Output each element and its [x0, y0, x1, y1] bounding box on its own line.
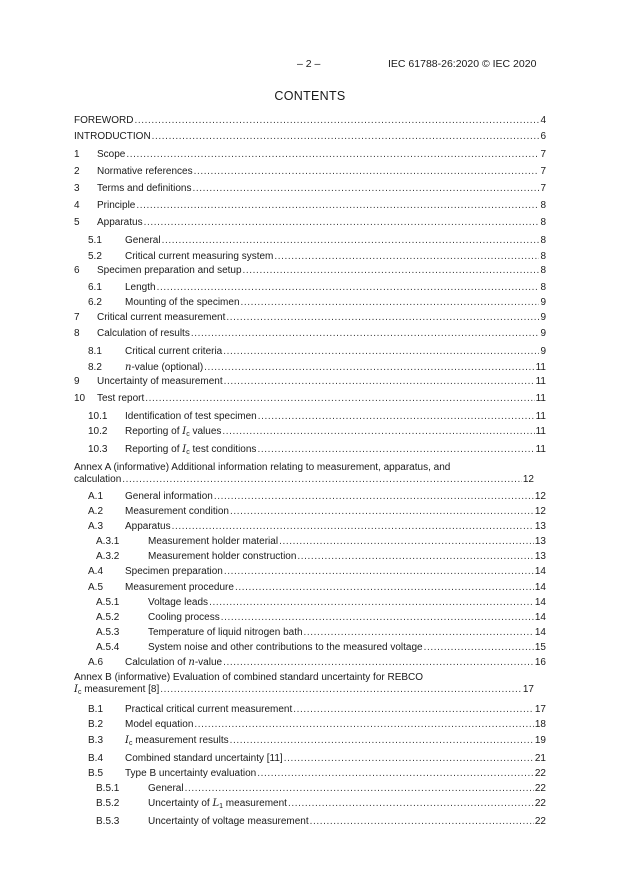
toc-math-subscript: c	[77, 689, 82, 696]
toc-leader-dots	[257, 768, 534, 780]
toc-entry-label: Apparatus	[97, 217, 143, 228]
toc-leader-dots	[243, 265, 540, 277]
toc-entry	[88, 657, 546, 669]
toc-page-number: 14	[534, 566, 546, 577]
toc-entry-number: A.5	[88, 582, 104, 593]
toc-entry-number: A.2	[88, 506, 104, 517]
toc-page-number: 14	[534, 627, 546, 638]
toc-entry	[88, 491, 546, 503]
toc-label-text: Reporting of	[125, 444, 183, 455]
toc-entry	[74, 183, 546, 195]
toc-entry	[96, 816, 546, 828]
toc-label-text: Calculation of	[125, 657, 189, 668]
toc-entry-label	[125, 444, 256, 459]
toc-page-number: 15	[534, 642, 546, 653]
toc-entry-label: Critical current measuring system	[125, 251, 274, 262]
toc-entry	[96, 642, 546, 654]
toc-entry-label: Measurement procedure	[125, 582, 234, 593]
toc-entry-label: Apparatus	[125, 521, 171, 532]
toc-leader-dots	[223, 346, 539, 358]
toc-entry	[88, 704, 546, 716]
toc-page-number: 17	[522, 684, 534, 695]
toc-leader-dots	[241, 297, 540, 309]
toc-entry-label: Measurement condition	[125, 506, 229, 517]
toc-entry-label: Uncertainty of voltage measurement	[148, 816, 309, 827]
toc-page-number: 8	[540, 200, 546, 211]
toc-entry-number: 5.1	[88, 235, 102, 246]
toc-leader-dots	[226, 312, 539, 324]
toc-entry-number: 10.1	[88, 411, 108, 422]
toc-entry-number: A.6	[88, 657, 104, 668]
toc-entry-label: General	[125, 235, 161, 246]
toc-page-number: 22	[534, 783, 546, 794]
toc-entry-number: 10	[74, 393, 86, 404]
toc-math-subscript: c	[128, 740, 133, 747]
toc-page-number: 14	[534, 582, 546, 593]
toc-entry-number: B.5	[88, 768, 104, 779]
toc-entry	[88, 411, 546, 423]
toc-label-text: test conditions	[189, 444, 257, 455]
toc-math-symbol: I	[182, 426, 187, 437]
toc-entry-number: 2	[74, 166, 80, 177]
toc-leader-dots	[126, 149, 539, 161]
toc-entry-label: Voltage leads	[148, 597, 209, 608]
toc-entry-label	[74, 684, 159, 699]
toc-entry-number: B.2	[88, 719, 104, 730]
toc-entry	[96, 597, 546, 609]
toc-page-number: 11	[535, 411, 546, 422]
toc-entry-number: 10.3	[88, 444, 108, 455]
toc-entry-number: A.5.2	[96, 612, 120, 623]
toc-page-number: 9	[540, 328, 546, 339]
toc-entry-number: A.5.3	[96, 627, 120, 638]
toc-entry-label: Identification of test specimen	[125, 411, 257, 422]
toc-entry	[74, 115, 546, 127]
toc-page-number: 13	[534, 551, 546, 562]
toc-leader-dots	[134, 115, 539, 127]
toc-entry	[88, 282, 546, 294]
toc-entry	[74, 328, 546, 340]
toc-leader-dots	[284, 753, 534, 765]
toc-leader-dots	[293, 704, 534, 716]
toc-entry-label	[148, 798, 287, 813]
toc-page-number: 22	[534, 816, 546, 827]
toc-page-number: 9	[540, 346, 546, 357]
toc-label-text: -value	[194, 657, 223, 668]
toc-entry-annex: Annex B (informative) Evaluation of combined standard uncertainty for REBCO	[74, 672, 424, 683]
toc-page-number: 7	[540, 149, 546, 160]
toc-entry	[88, 362, 546, 374]
toc-entry-number: A.1	[88, 491, 104, 502]
toc-page-number: 17	[534, 704, 546, 715]
toc-entry	[74, 265, 546, 277]
toc-entry	[88, 235, 546, 247]
toc-label-text: measurement results	[132, 735, 229, 746]
toc-entry	[74, 684, 534, 699]
toc-entry	[88, 506, 546, 518]
toc-entry-label: Principle	[97, 200, 136, 211]
toc-math-symbol: I	[182, 444, 187, 455]
toc-label-text: calculation	[74, 474, 122, 485]
toc-leader-dots	[209, 597, 534, 609]
toc-leader-dots	[194, 719, 533, 731]
toc-leader-dots	[274, 251, 539, 263]
toc-entry	[96, 627, 546, 639]
toc-entry-label: Model equation	[125, 719, 194, 730]
toc-entry-label: Uncertainty of measurement	[97, 376, 223, 387]
toc-entry-label: General	[148, 783, 184, 794]
toc-entry-label	[74, 474, 121, 486]
toc-leader-dots	[152, 131, 540, 143]
toc-page-number: 8	[540, 265, 546, 276]
toc-entry-number: A.5.4	[96, 642, 120, 653]
toc-entry-number: B.5.1	[96, 783, 120, 794]
toc-page-number: 12	[534, 491, 546, 502]
toc-entry-label: Measurement holder material	[148, 536, 279, 547]
header-standard-reference: IEC 61788-26:2020 © IEC 2020	[388, 58, 537, 70]
toc-page-number: 9	[540, 297, 546, 308]
toc-entry	[88, 735, 546, 750]
toc-entry-label: Normative references	[97, 166, 193, 177]
toc-entry-annex: Annex A (informative) Additional information relating to measurement, apparatus, and	[74, 462, 451, 473]
toc-entry-label: FOREWORD	[74, 115, 134, 126]
toc-entry	[96, 536, 546, 548]
toc-leader-dots	[223, 657, 534, 669]
toc-entry-label: Temperature of liquid nitrogen bath	[148, 627, 303, 638]
toc-entry-label	[125, 426, 221, 441]
toc-page-number: 14	[534, 597, 546, 608]
toc-page-number: 8	[540, 235, 546, 246]
toc-page-number: 18	[534, 719, 546, 730]
header-page-number: – 2 –	[297, 58, 321, 70]
toc-leader-dots	[279, 536, 534, 548]
toc-entry-label: Combined standard uncertainty [11]	[125, 753, 283, 764]
toc-leader-dots	[235, 582, 534, 594]
toc-entry	[88, 426, 546, 441]
toc-leader-dots	[258, 411, 535, 423]
toc-label-text: -value (optional)	[131, 362, 204, 373]
toc-entry-number: 1	[74, 149, 80, 160]
toc-leader-dots	[304, 627, 534, 639]
toc-entry-number: A.3.2	[96, 551, 120, 562]
toc-entry	[74, 312, 546, 324]
toc-leader-dots	[160, 684, 522, 696]
toc-entry-number: 5.2	[88, 251, 102, 262]
toc-leader-dots	[288, 798, 534, 810]
toc-math-symbol: I	[125, 735, 129, 746]
toc-entry-label: Mounting of the specimen	[125, 297, 240, 308]
toc-leader-dots	[257, 444, 534, 456]
toc-page-number: 7	[540, 166, 546, 177]
toc-entry-number: 10.2	[88, 426, 108, 437]
toc-entry-number: 9	[74, 376, 80, 387]
toc-leader-dots	[136, 200, 539, 212]
toc-page-number: 16	[534, 657, 546, 668]
toc-page-number: 22	[534, 768, 546, 779]
toc-entry-number: B.3	[88, 735, 104, 746]
toc-entry-number: 8	[74, 328, 80, 339]
toc-page-number: 8	[540, 217, 546, 228]
toc-entry-label: System noise and other contributions to the measured voltage	[148, 642, 423, 653]
toc-page-number: 11	[535, 426, 546, 437]
toc-entry	[96, 798, 546, 813]
toc-entry-number: A.3	[88, 521, 104, 532]
toc-page-number: 11	[535, 393, 546, 404]
toc-label-text: Uncertainty of	[148, 798, 213, 809]
toc-math-symbol: n	[188, 657, 195, 668]
page-title: CONTENTS	[274, 89, 346, 103]
toc-entry-label	[125, 657, 222, 669]
toc-page-number: 12	[522, 474, 534, 485]
toc-page-number: 12	[534, 506, 546, 517]
toc-entry	[74, 376, 546, 388]
toc-leader-dots	[214, 491, 534, 503]
toc-entry	[88, 768, 546, 780]
toc-entry-number: B.4	[88, 753, 104, 764]
toc-entry-number: A.3.1	[96, 536, 120, 547]
toc-entry-label: Specimen preparation and setup	[97, 265, 242, 276]
toc-math-subscript: c	[186, 431, 190, 438]
toc-leader-dots	[297, 551, 533, 563]
toc-entry-number: 6.1	[88, 282, 102, 293]
toc-entry	[74, 393, 546, 405]
toc-entry-number: B.5.3	[96, 816, 120, 827]
toc-entry	[88, 719, 546, 731]
toc-leader-dots	[424, 642, 534, 654]
toc-page-number: 14	[534, 612, 546, 623]
toc-entry-label: Terms and definitions	[97, 183, 192, 194]
toc-entry-number: B.1	[88, 704, 104, 715]
toc-entry-label: Scope	[97, 149, 126, 160]
toc-entry-number: 8.2	[88, 362, 102, 373]
toc-label-text: measurement	[223, 798, 287, 809]
toc-page-number: 22	[534, 798, 546, 809]
toc-page-number: 21	[534, 753, 546, 764]
toc-page-number: 9	[540, 312, 546, 323]
toc-entry-label	[125, 735, 229, 750]
toc-entry-label: INTRODUCTION	[74, 131, 151, 142]
toc-leader-dots	[172, 521, 534, 533]
toc-math-symbol: L	[212, 798, 220, 809]
toc-entry	[88, 444, 546, 459]
toc-page-number: 8	[540, 251, 546, 262]
toc-entry-label: Type B uncertainty evaluation	[125, 768, 257, 779]
toc-entry	[74, 217, 546, 229]
toc-leader-dots	[157, 282, 540, 294]
toc-leader-dots	[122, 474, 522, 486]
toc-entry	[74, 149, 546, 161]
toc-leader-dots	[230, 506, 534, 518]
toc-entry	[88, 582, 546, 594]
toc-entry-label: Specimen preparation	[125, 566, 223, 577]
toc-label-text: values	[189, 426, 222, 437]
toc-label-text: measurement [8]	[81, 684, 160, 695]
toc-entry-label: Length	[125, 282, 156, 293]
toc-math-subscript: 1	[219, 803, 224, 810]
toc-page-number: 11	[535, 362, 546, 373]
toc-page-number: 11	[535, 444, 546, 455]
toc-entry	[96, 783, 546, 795]
toc-entry-number: A.4	[88, 566, 104, 577]
toc-leader-dots	[193, 183, 540, 195]
toc-entry-number: 6	[74, 265, 80, 276]
toc-leader-dots	[310, 816, 534, 828]
toc-leader-dots	[145, 393, 534, 405]
toc-leader-dots	[222, 426, 534, 438]
toc-math-subscript: c	[186, 449, 190, 456]
toc-label-text: Reporting of	[125, 426, 183, 437]
toc-entry	[74, 200, 546, 212]
toc-entry	[74, 166, 546, 178]
toc-leader-dots	[162, 235, 540, 247]
toc-page-number: 6	[540, 131, 546, 142]
toc-entry	[88, 566, 546, 578]
toc-page-number: 4	[540, 115, 546, 126]
toc-entry	[88, 753, 546, 765]
toc-math-symbol: I	[74, 684, 78, 695]
toc-leader-dots	[144, 217, 540, 229]
toc-entry-number: 5	[74, 217, 80, 228]
toc-page-number: 8	[540, 282, 546, 293]
toc-entry-number: 8.1	[88, 346, 102, 357]
toc-entry-label: Critical current criteria	[125, 346, 223, 357]
toc-page-number: 13	[534, 521, 546, 532]
toc-page-number: 7	[540, 183, 546, 194]
toc-entry-number: B.5.2	[96, 798, 120, 809]
toc-entry-label: Calculation of results	[97, 328, 190, 339]
toc-entry	[88, 251, 546, 263]
toc-leader-dots	[194, 166, 540, 178]
toc-entry-label: General information	[125, 491, 213, 502]
toc-entry-label: Measurement holder construction	[148, 551, 297, 562]
toc-entry-label: Practical critical current measurement	[125, 704, 293, 715]
toc-leader-dots	[185, 783, 534, 795]
toc-entry-number: 6.2	[88, 297, 102, 308]
toc-entry-label: Critical current measurement	[97, 312, 226, 323]
toc-leader-dots	[224, 566, 534, 578]
toc-leader-dots	[221, 612, 534, 624]
toc-entry	[88, 521, 546, 533]
toc-math-symbol: n	[125, 362, 132, 373]
toc-entry-number: A.5.1	[96, 597, 120, 608]
toc-entry	[96, 612, 546, 624]
toc-entry	[88, 297, 546, 309]
toc-leader-dots	[204, 362, 534, 374]
toc-entry	[96, 551, 546, 563]
toc-entry-number: 3	[74, 183, 80, 194]
toc-entry-label	[125, 362, 203, 374]
toc-page-number: 19	[534, 735, 546, 746]
toc-entry-number: 7	[74, 312, 80, 323]
toc-page-number: 13	[534, 536, 546, 547]
toc-entry	[74, 474, 534, 486]
toc-entry	[74, 131, 546, 143]
toc-leader-dots	[191, 328, 540, 340]
toc-entry-label: Test report	[97, 393, 145, 404]
toc-entry-number: 4	[74, 200, 80, 211]
toc-leader-dots	[230, 735, 534, 747]
toc-entry	[88, 346, 546, 358]
toc-entry-label: Cooling process	[148, 612, 220, 623]
toc-leader-dots	[224, 376, 535, 388]
toc-page-number: 11	[535, 376, 546, 387]
